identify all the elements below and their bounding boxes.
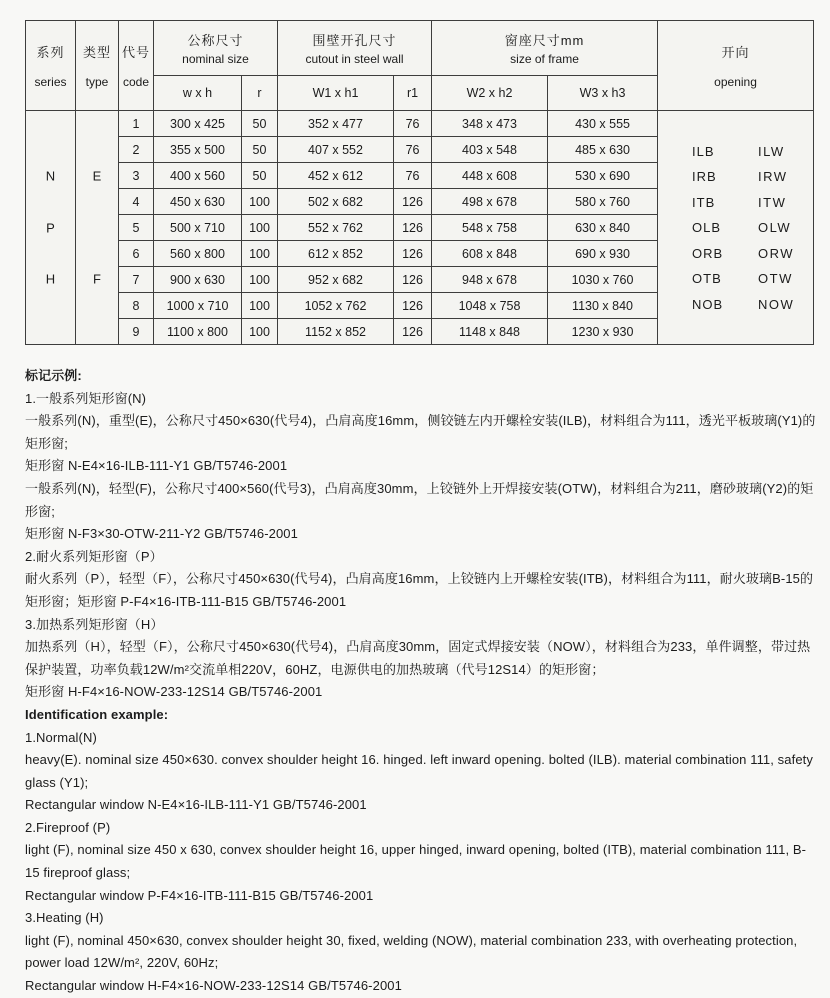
cell-r1: 76 [394,163,432,189]
type-label-e: E [92,168,102,184]
opening-code-pair [692,195,795,210]
note-line: Rectangular window H-F4×16-NOW-233-12S14 GB/T5746-2001 [25,978,402,994]
opening-code-welded: ORW [758,245,795,261]
cell-wxh: 400 x 560 [154,163,242,189]
cell-w2h2: 1148 x 848 [432,319,548,345]
cell-w3h3: 430 x 555 [548,111,658,137]
note-line: light (F), nominal size 450 x 630, convex shoulder height 16, upper hinged, inward opening, bolted (ITB), material combination 111, B-15 fireproof glass; [25,842,807,881]
cell-wxh: 355 x 500 [154,137,242,163]
cell-r: 50 [242,137,278,163]
opening-code-bolted: IRB [692,169,717,184]
cell-w3h3: 1230 x 930 [548,319,658,345]
opening-code-pair [692,169,795,184]
opening-code-pair [692,246,795,261]
cell-r: 100 [242,267,278,293]
cell-wxh: 450 x 630 [154,189,242,215]
note-line: 3.Heating (H) [25,910,104,926]
series-label-n: N [45,168,56,184]
cell-wxh: 560 x 800 [154,241,242,267]
opening-code-bolted: NOB [692,296,724,312]
opening-code-welded: ITW [758,194,787,210]
cell-wxh: 1000 x 710 [154,293,242,319]
cell-r: 50 [242,163,278,189]
opening-code-bolted: ITB [692,194,716,210]
note-line: 耐火系列（P），轻型（F），公称尺寸450×630(代号4)，凸肩高度16mm，上铰链内上开螺栓安装(ITB)，材料组合为111，耐火玻璃B-15的矩形窗；矩形窗 P-F4×16-ITB-111-B15 GB/T5746-2001 [25,571,814,609]
cell-w1h1: 612 x 852 [278,241,394,267]
col-subheader-r1: r1 [394,76,432,111]
cell-w1h1: 407 x 552 [278,137,394,163]
opening-code-welded: OTW [758,271,793,286]
opening-code-bolted: ORB [692,245,724,261]
cell-r: 100 [242,215,278,241]
note-line: 3.加热系列矩形窗（H） [25,616,164,632]
col-header-opening [658,21,814,111]
cell-w2h2: 548 x 758 [432,215,548,241]
note-line: 矩形窗 N-E4×16-ILB-111-Y1 GB/T5746-2001 [25,458,288,474]
cell-r: 100 [242,293,278,319]
cell-w2h2: 1048 x 758 [432,293,548,319]
note-line: 1.Normal(N) [25,729,97,745]
cell-r1: 126 [394,267,432,293]
note-line: 2.Fireproof (P) [25,819,111,835]
col-header-code-en: code [122,75,150,89]
col-header-series-zh: 系列 [36,45,65,60]
cell-w1h1: 502 x 682 [278,189,394,215]
note-line: Rectangular window P-F4×16-ITB-111-B15 GB/T5746-2001 [25,887,374,903]
cell-r1: 126 [394,319,432,345]
col-header-frame-en: size of frame [510,52,579,66]
cell-code: 4 [119,189,154,215]
col-header-series-en: series [34,75,67,89]
cell-w1h1: 1152 x 852 [278,319,394,345]
col-subheader-wxh: w x h [154,76,242,111]
col-header-frame-zh: 窗座尺寸mm [504,33,585,48]
cell-w1h1: 952 x 682 [278,267,394,293]
cell-w2h2: 448 x 608 [432,163,548,189]
notes-section [25,365,817,998]
opening-code-welded: NOW [758,296,795,312]
spec-table [25,20,814,345]
col-header-frame-size [432,21,658,76]
cell-w3h3: 485 x 630 [548,137,658,163]
col-header-type-zh: 类型 [82,45,111,60]
opening-code-welded: OLW [758,220,792,235]
table-row [26,111,814,137]
cell-r: 100 [242,319,278,345]
note-line: 矩形窗 H-F4×16-NOW-233-12S14 GB/T5746-2001 [25,684,323,700]
opening-merged-cell [658,111,814,345]
note-line: 1.一般系列矩形窗(N) [25,390,147,406]
opening-code-welded: ILW [758,143,785,159]
cell-w3h3: 530 x 690 [548,163,658,189]
opening-code-bolted: OTB [692,271,722,286]
cell-w2h2: 948 x 678 [432,267,548,293]
cell-r1: 76 [394,111,432,137]
col-header-type [76,21,119,111]
cell-code: 8 [119,293,154,319]
cell-code: 9 [119,319,154,345]
col-header-opening-en: opening [714,75,757,89]
series-label-p: P [46,220,55,235]
cell-r: 50 [242,111,278,137]
col-header-cutout [278,21,432,76]
cell-w3h3: 580 x 760 [548,189,658,215]
cell-code: 6 [119,241,154,267]
cell-code: 7 [119,267,154,293]
col-subheader-r: r [242,76,278,111]
cell-r1: 126 [394,215,432,241]
cell-r1: 126 [394,241,432,267]
note-line: 一般系列(N)，轻型(F)，公称尺寸400×560(代号3)，凸肩高度30mm，上铰链外上开焊接安装(OTW)，材料组合为211，磨砂玻璃(Y2)的矩形窗; [25,480,814,519]
cell-wxh: 300 x 425 [154,111,242,137]
cell-wxh: 1100 x 800 [154,319,242,345]
cell-w1h1: 1052 x 762 [278,293,394,319]
col-subheader-w3h3: W3 x h3 [548,76,658,111]
col-subheader-w1h1: W1 x h1 [278,76,394,111]
col-header-nominal-zh: 公称尺寸 [187,33,244,48]
cell-w2h2: 403 x 548 [432,137,548,163]
cell-w3h3: 630 x 840 [548,215,658,241]
cell-r1: 126 [394,293,432,319]
type-merged-cell [76,111,119,345]
cell-wxh: 500 x 710 [154,215,242,241]
series-label-h: H [45,271,56,287]
col-header-type-en: type [85,75,109,89]
series-merged-cell [26,111,76,345]
cell-code: 5 [119,215,154,241]
cell-w2h2: 608 x 848 [432,241,548,267]
opening-code-pair [692,271,795,286]
cell-w2h2: 348 x 473 [432,111,548,137]
opening-code-pair [692,297,795,312]
cell-code: 1 [119,111,154,137]
type-label-f: F [93,271,101,287]
notes-zh-title: 标记示例: [25,368,82,383]
cell-w2h2: 498 x 678 [432,189,548,215]
opening-code-pair [692,144,795,159]
note-line: 加热系列（H），轻型（F），公称尺寸450×630(代号4)，凸肩高度30mm，固定式焊接安装（NOW），材料组合为233，单件调整，带过热保护装置，功率负载12W/m²交流单相220V，60HZ，电源供电的加热玻璃（代号12S14）的矩形窗； [25,639,811,677]
note-line: 2.耐火系列矩形窗（P） [25,548,163,564]
cell-w3h3: 690 x 930 [548,241,658,267]
note-line: light (F), nominal 450×630, convex shoulder height 30, fixed, welding (NOW), material combination 233, with overheating protection, power load 12W/m², 220V, 60Hz; [25,932,798,971]
col-header-code-zh: 代号 [121,45,150,60]
notes-en-title: Identification example: [25,706,169,722]
col-header-nominal-size [154,21,278,76]
note-line: 矩形窗 N-F3×30-OTW-211-Y2 GB/T5746-2001 [25,526,298,542]
note-line: heavy(E). nominal size 450×630. convex shoulder height 16. hinged. left inward opening. bolted (ILB). material combination 111, safety glass (Y1); [25,752,813,790]
col-subheader-w2h2: W2 x h2 [432,76,548,111]
cell-w3h3: 1030 x 760 [548,267,658,293]
cell-w3h3: 1130 x 840 [548,293,658,319]
opening-code-bolted: OLB [692,220,722,235]
cell-code: 2 [119,137,154,163]
cell-w1h1: 352 x 477 [278,111,394,137]
cell-wxh: 900 x 630 [154,267,242,293]
note-line: 一般系列(N)，重型(E)，公称尺寸450×630(代号4)，凸肩高度16mm，侧铰链左内开螺栓安装(ILB)，材料组合为111，透光平板玻璃(Y1)的矩形窗; [25,413,816,451]
opening-code-pair [692,220,795,235]
col-header-code [119,21,154,111]
col-header-cutout-en: cutout in steel wall [305,52,404,66]
cell-r: 100 [242,241,278,267]
note-line: Rectangular window N-E4×16-ILB-111-Y1 GB/T5746-2001 [25,797,367,813]
cell-w1h1: 452 x 612 [278,163,394,189]
col-header-cutout-zh: 围壁开孔尺寸 [312,33,397,48]
col-header-series [26,21,76,111]
col-header-opening-zh: 开向 [721,45,750,60]
opening-code-welded: IRW [758,169,788,184]
cell-code: 3 [119,163,154,189]
opening-code-list [658,111,813,344]
cell-r1: 126 [394,189,432,215]
cell-w1h1: 552 x 762 [278,215,394,241]
cell-r1: 76 [394,137,432,163]
opening-code-bolted: ILB [692,143,715,159]
cell-r: 100 [242,189,278,215]
col-header-nominal-en: nominal size [182,52,249,66]
